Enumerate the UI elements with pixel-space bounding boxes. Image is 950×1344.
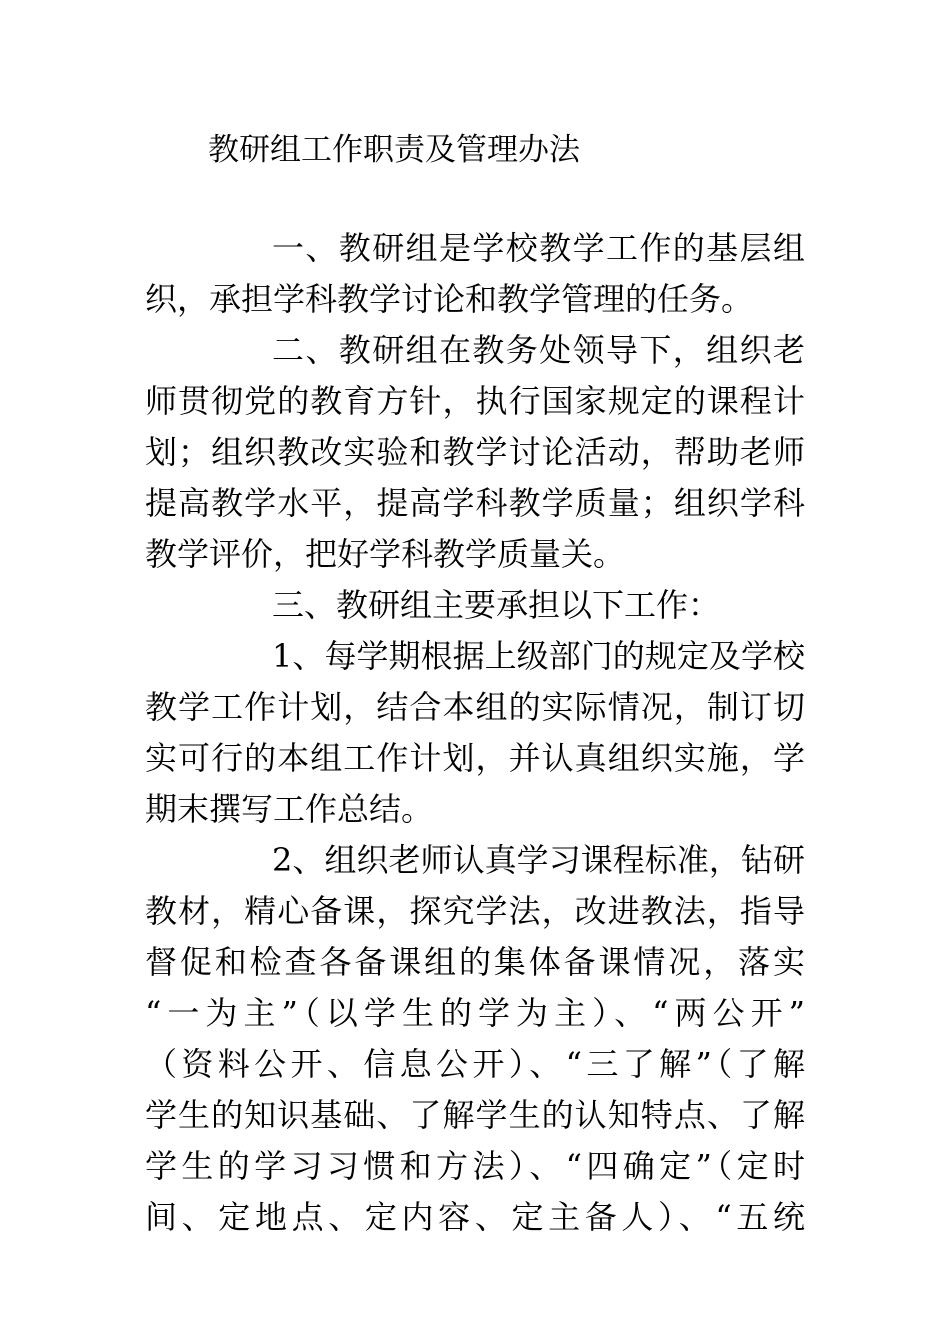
paragraph-line: 1、每学期根据上级部门的规定及学校 — [272, 637, 805, 675]
paragraph-line: 间、定地点、定内容、定主备人）、“五统 — [145, 1198, 805, 1236]
paragraph-line: “一为主”（以学生的学为主）、“两公开” — [145, 994, 805, 1032]
paragraph-line: 师贯彻党的教育方针，执行国家规定的课程计 — [145, 382, 805, 420]
paragraph-line: 提高教学水平，提高学科教学质量；组织学科 — [145, 484, 805, 522]
paragraph-line: 织，承担学科教学讨论和教学管理的任务。 — [145, 280, 754, 318]
paragraph-line: 教学工作计划，结合本组的实际情况，制订切 — [145, 688, 805, 726]
paragraph-line: 一、教研组是学校教学工作的基层组 — [272, 229, 805, 267]
paragraph-line: 三、教研组主要承担以下工作： — [272, 586, 721, 624]
paragraph-line: 实可行的本组工作计划，并认真组织实施，学 — [145, 739, 805, 777]
paragraph-line: 学生的知识基础、了解学生的认知特点、了解 — [145, 1096, 805, 1134]
paragraph-line: 二、教研组在教务处领导下，组织老 — [272, 331, 805, 369]
document-title: 教研组工作职责及管理办法 — [208, 132, 580, 168]
paragraph-line: 期末撰写工作总结。 — [145, 790, 434, 828]
paragraph-line: （资料公开、信息公开）、“三了解”（了解 — [145, 1045, 805, 1083]
paragraph-line: 划；组织教改实验和教学讨论活动，帮助老师 — [145, 433, 805, 471]
paragraph-line: 教学评价，把好学科教学质量关。 — [145, 535, 626, 573]
paragraph-line: 学生的学习习惯和方法）、“四确定”（定时 — [145, 1147, 805, 1185]
paragraph-line: 教材，精心备课，探究学法，改进教法，指导 — [145, 892, 805, 930]
paragraph-line: 督促和检查各备课组的集体备课情况，落实 — [145, 943, 805, 981]
paragraph-line: 2、组织老师认真学习课程标准，钻研 — [272, 841, 805, 879]
